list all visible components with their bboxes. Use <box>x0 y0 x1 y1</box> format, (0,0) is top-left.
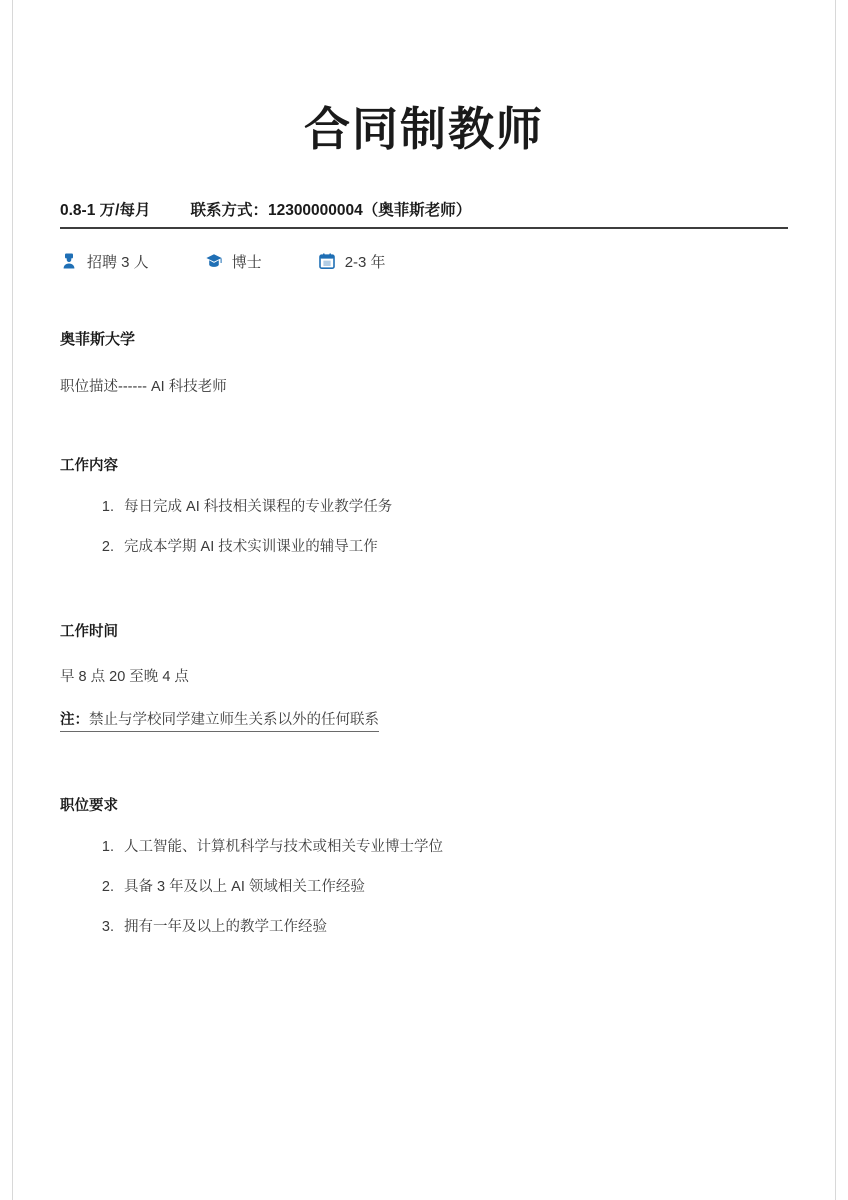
contact-text: 联系方式：12300000004（奥菲斯老师） <box>190 201 472 219</box>
requirements-list <box>60 837 788 938</box>
organization-name: 奥菲斯大学 <box>60 330 136 348</box>
salary-text: 0.8-1 万/每月 <box>60 201 151 219</box>
page-left-rule <box>12 0 13 1200</box>
job-description: 职位描述------ AI 科技老师 <box>60 378 227 395</box>
meta-label-degree: 博士 <box>231 253 262 271</box>
meta-item-headcount <box>60 251 149 272</box>
list-item: 2. 具备 3 年及以上 AI 领域相关工作经验 <box>118 877 788 899</box>
list-item: 3. 拥有一年及以上的教学工作经验 <box>118 917 788 939</box>
note-label: 注： <box>60 712 89 729</box>
list-item: 1. 人工智能、计算机科学与技术或相关专业博士学位 <box>118 837 788 859</box>
page-title: 合同制教师 <box>304 103 544 155</box>
graduation-cap-icon <box>205 252 223 270</box>
note-text: 禁止与学校同学建立师生关系以外的任何联系 <box>89 712 379 729</box>
person-icon <box>60 252 78 270</box>
section-heading-work-time: 工作时间 <box>60 624 118 641</box>
work-content-list <box>60 497 788 559</box>
meta-row <box>60 251 788 272</box>
salary-contact-row <box>60 198 788 229</box>
meta-label-headcount: 招聘 3 人 <box>87 253 149 271</box>
meta-item-degree <box>205 251 262 272</box>
work-time-note <box>60 708 379 732</box>
page-right-rule <box>835 0 836 1200</box>
calendar-icon <box>318 252 336 270</box>
meta-item-experience <box>318 251 386 272</box>
list-item: 2. 完成本学期 AI 技术实训课业的辅导工作 <box>118 537 788 559</box>
work-time-text: 早 8 点 20 至晚 4 点 <box>60 669 189 686</box>
section-heading-work-content: 工作内容 <box>60 457 118 474</box>
meta-label-experience: 2-3 年 <box>344 253 386 271</box>
section-heading-requirements: 职位要求 <box>60 798 118 815</box>
list-item: 1. 每日完成 AI 科技相关课程的专业教学任务 <box>118 497 788 519</box>
